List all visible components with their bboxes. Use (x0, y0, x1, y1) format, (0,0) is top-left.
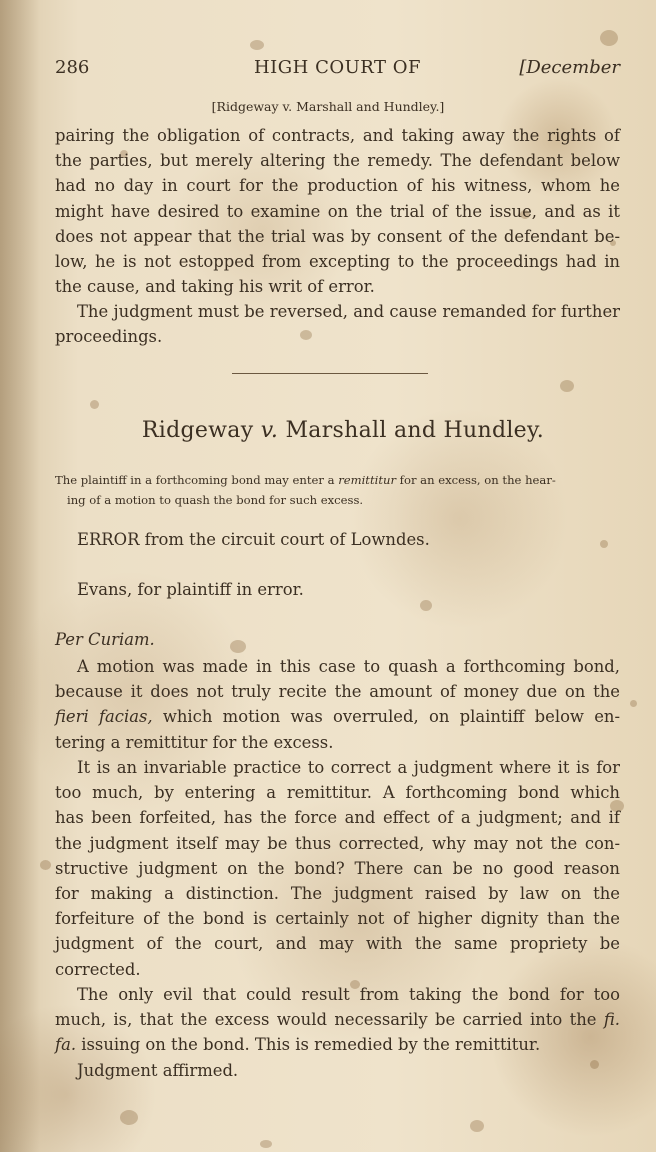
text-line: because it does not truly recite the amount of money due on the (55, 682, 620, 702)
counsel-line: Evans, for plaintiff in error. (77, 580, 304, 599)
text-line: low, he is not estopped from excepting to the proceedings had in (55, 252, 620, 272)
opinion-paragraph-2 (55, 755, 620, 982)
italic-term: fa. (55, 1035, 77, 1055)
text-line: structive judgment on the bond? There can be no good reason (55, 858, 620, 878)
text-line (55, 1007, 620, 1032)
opinion-paragraph-1 (55, 654, 620, 755)
case-title (0, 418, 656, 443)
headnote-text: for an excess, on the hear- (396, 473, 556, 487)
opinion-paragraph-3 (55, 982, 620, 1083)
prior-opinion-conclusion (55, 299, 620, 349)
italic-term: fieri facias, (55, 707, 153, 727)
text-line: The judgment must be reversed, and cause remanded for further (77, 302, 620, 321)
italic-term: fi. (603, 1010, 620, 1030)
text-line: had no day in court for the production of his witness, whom he (55, 176, 620, 196)
page-gutter-shadow (0, 0, 40, 1152)
running-date: [December (519, 57, 620, 78)
text-fragment: which motion was overruled, on plaintiff below en- (152, 707, 620, 727)
headnote-italic: remittitur (338, 473, 396, 487)
per-curiam: Per Curiam. (55, 630, 155, 649)
case-reference: [Ridgeway v. Marshall and Hundley.] (211, 99, 445, 114)
section-divider (232, 373, 428, 374)
text-line: has been forfeited, has the force and effect of a judgment; and if (55, 808, 620, 828)
case-title-versus: v. (260, 418, 279, 443)
text-line: The only evil that could result from taking the bond for too (77, 985, 620, 1004)
running-head: HIGH COURT OF (253, 57, 421, 78)
text-fragment: much, is, that the excess would necessarily be carried into the (55, 1010, 604, 1030)
headnote (55, 470, 620, 510)
case-title-plaintiff: Ridgeway (141, 418, 254, 443)
text-line: forfeiture of the bond is certainly not of higher dignity than the (55, 909, 620, 929)
text-line: might have desired to examine on the trial of the issue, and as it (55, 201, 620, 221)
text-line: the cause, and taking his writ of error. (55, 277, 375, 297)
text-line: judgment of the court, and may with the same propriety be (55, 934, 620, 954)
text-line: tering a remittitur for the excess. (55, 732, 334, 752)
text-line: pairing the obligation of contracts, and taking away the rights of (55, 126, 620, 145)
text-line (55, 704, 620, 729)
prior-opinion-paragraph (55, 123, 620, 299)
text-line: too much, by entering a remittitur. A forthcoming bond which (55, 783, 620, 803)
text-line: does not appear that the trial was by consent of the defendant be- (55, 226, 620, 246)
text-line: A motion was made in this case to quash a forthcoming bond, (77, 657, 620, 676)
text-line: corrected. (55, 959, 141, 979)
case-title-defendants: Marshall and Hundley. (285, 418, 545, 443)
text-line: the parties, but merely altering the remedy. The defendant below (55, 151, 620, 171)
text-line: It is an invariable practice to correct a judgment where it is for (77, 758, 620, 777)
page-number: 286 (55, 57, 90, 78)
text-line (55, 1032, 620, 1057)
text-line: for making a distinction. The judgment raised by law on the (55, 884, 620, 904)
headnote-line: ing of a motion to quash the bond for such excess. (67, 493, 364, 507)
error-line: ERROR from the circuit court of Lowndes. (77, 530, 430, 549)
headnote-line (55, 470, 620, 490)
text-line: proceedings. (55, 327, 163, 347)
headnote-text: The plaintiff in a forthcoming bond may enter a (55, 473, 339, 487)
text-fragment: issuing on the bond. This is remedied by the remittitur. (76, 1035, 541, 1055)
judgment-result: Judgment affirmed. (77, 1060, 239, 1080)
page-header (55, 57, 620, 83)
text-line: the judgment itself may be thus corrected, why may not the con- (55, 833, 620, 853)
